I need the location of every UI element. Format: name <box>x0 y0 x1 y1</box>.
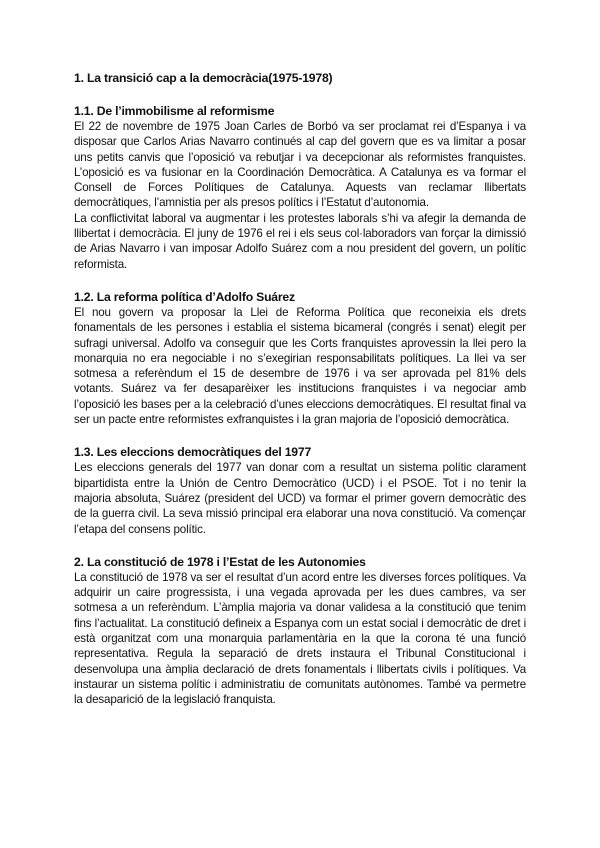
section-heading: 1.1. De l’immobilisme al reformisme <box>74 104 275 118</box>
section-paragraph: La conflictivitat laboral va augmentar i les protestes laborals s’hi va afegir la demanda de llibertat i democràcia. El juny de 1976 el rei i els seus col·laboradors van forçar la dimissió de Arias Navarro i van imposar Adolfo Suárez com a nou president del govern, un polític reformista. <box>74 211 526 271</box>
section-heading: 1.2. La reforma política d’Adolfo Suárez <box>74 289 295 304</box>
section-eleccions-1977 <box>74 444 526 536</box>
document-page <box>74 70 526 725</box>
section-heading: 1.3. Les eleccions democràtiques del 1977 <box>74 445 312 460</box>
section-constitucio-1978 <box>74 554 526 708</box>
section-paragraph: La constitució de 1978 va ser el resultat d’un acord entre les diverses forces polítiques. Va adquirir un caire progressista, i una vegada aprovada per les dues cambres, va ser sotmesa a un referèndum. L’àmplia majoria va donar validesa a la constitució que tenim fins l’actualitat. La constitució defineix a Espanya com un estat social i democràtic de dret i està organitzat com una monarquia parlamentària en la que la corona té una funció representativa. Regula la separació de drets instaura el Tribunal Constitucional i desenvolupa una àmplia declaració de drets fonamentals i llibertats civils i polítiques. Va instaurar un sistema polític i administratiu de comunitats autònomes. També va permetre la desaparició de la legislació franquista. <box>74 570 526 707</box>
section-paragraph: El nou govern va proposar la Llei de Reforma Política que reconeixia els drets fonamentals de les persones i establia el sistema bicameral (congrés i senat) elegit per sufragi universal. Adolfo va conseguir que les Corts franquistes aprovessin la llei pero la monarquia no era negociable i no s’exegirian responsabilitats polítiques. La llei va ser sotmesa a referèndum el 15 de desembre de 1976 i va ser aprovada pel 81% dels votants. Suárez va fer desaparèixer les institucions franquistes i va negociar amb l’oposició les bases per a la celebració d’unes eleccions democràtiques. El resultat final va ser un pacte entre reformistes exfranquistes i la gran majoria de l’oposició democràtica. <box>74 305 526 427</box>
section-reforma-politica <box>74 289 526 427</box>
document-title: 1. La transició cap a la democràcia(1975-1978) <box>74 71 333 85</box>
section-paragraph: Les eleccions generals del 1977 van donar com a resultat un sistema polític clarament bipartidista entre la Unión de Centro Democràtico (UCD) i el PSOE. Tot i no tenir la majoria absoluta, Suárez (president del UCD) va formar el primer govern democràtic des de la guerra civil. La seva missió principal era elaborar una nova constitució. Va començar l’etapa del consens polític. <box>74 461 526 536</box>
section-immobilisme-reformisme <box>74 103 526 272</box>
section-paragraph: El 22 de novembre de 1975 Joan Carles de Borbó va ser proclamat rei d’Espanya i va disposar que Carlos Arias Navarro continués al cap del govern que es va limitar a posar uns petits canvis que l’oposició va rebutjar i va decepcionar als reformistes franquistes. L’oposició es va fusionar en la Coordinación Democràtica. A Catalunya es va formar el Consell de Forces Polítiques de Catalunya. Aquests van reclamar llibertats democràtiques, l’amnistia per als presos polítics i l’Estatut d’autonomia. <box>74 120 526 210</box>
section-heading: 2. La constitució de 1978 i l’Estat de les Autonomies <box>74 554 366 569</box>
